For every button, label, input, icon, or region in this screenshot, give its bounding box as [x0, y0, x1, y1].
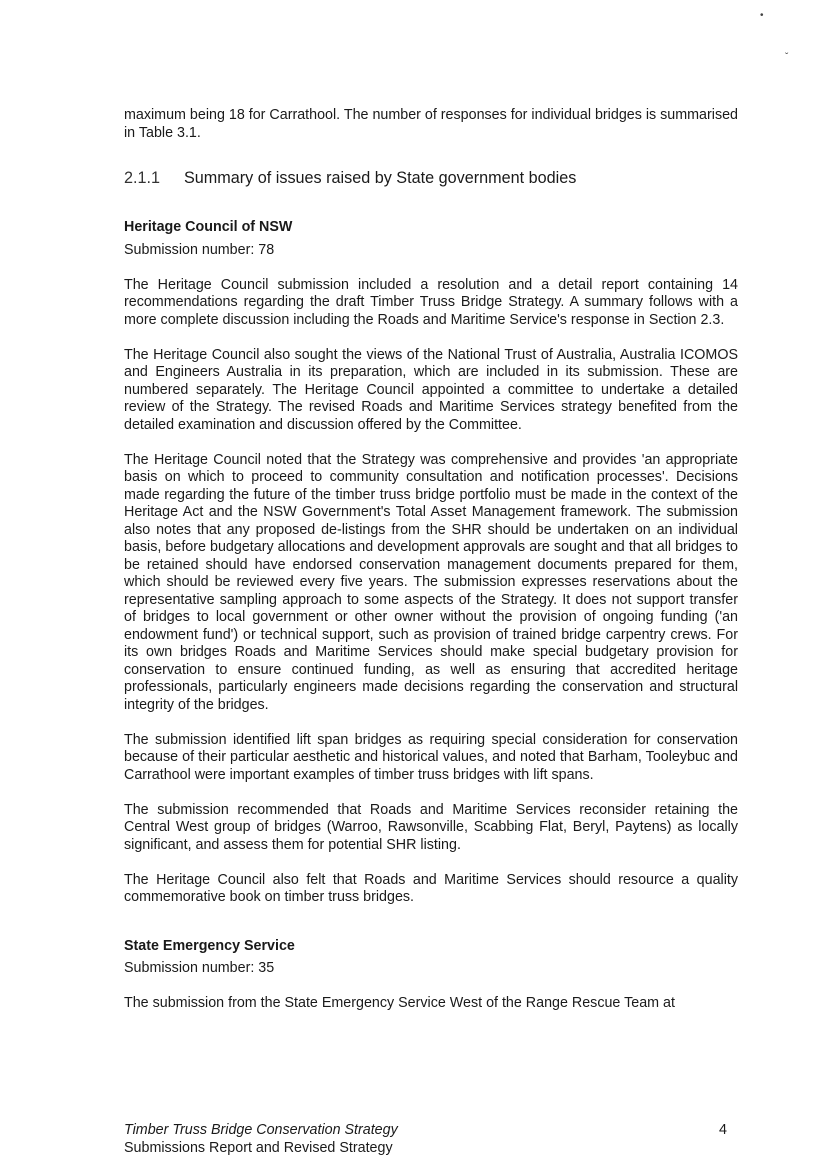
heritage-paragraph-3: The Heritage Council noted that the Strategy was comprehensive and provides 'an appropriate basis on which to proceed to community consultation and notification processes'. Decisions made regarding the future of the timber truss bridge portfolio must be made in the context of the Heritage Act and the NSW Government's Total Asset Management framework. The submission also notes that any proposed de-listings from the SHR should be undertaken on an individual basis, before budgetary allocations and development approvals are sought and that all bridges to be retained should have endorsed conservation management documents prepared for them, which should be reviewed every five years. The submission expresses reservations about the representative sampling approach to some aspects of the Strategy. It does not support transfer of bridges to local government or other owner without the provision of ongoing funding ('an endowment fund') or technical support, such as provision of trained bridge carpentry crews. For its own bridges Roads and Maritime Services should make special budgetary provision for conservation to ensure continued funding, as well as ensuring that accredited heritage professionals, particularly engineers made decisions regarding the conservation and structural integrity of the bridges.: [124, 451, 738, 713]
heritage-paragraph-2: The Heritage Council also sought the views of the National Trust of Australia, Australia ICOMOS and Engineers Australia in its preparation, which are included in its submission. These are numbered separately. The Heritage Council appointed a committee to undertake a detailed review of the Strategy. The revised Roads and Maritime Services strategy benefited from the detailed examination and discussion offered by the Committee.: [124, 346, 738, 433]
intro-paragraph: maximum being 18 for Carrathool. The number of responses for individual bridges is summarised in Table 3.1.: [124, 107, 738, 141]
footer-document-title: Timber Truss Bridge Conservation Strategy: [124, 1122, 398, 1138]
heritage-paragraph-6: The Heritage Council also felt that Roads and Maritime Services should resource a quality commemorative book on timber truss bridges.: [124, 871, 738, 905]
section-title: Summary of issues raised by State government bodies: [184, 169, 577, 187]
page-footer: [124, 1121, 727, 1157]
section-heading: [124, 168, 738, 188]
footer-document-subtitle: Submissions Report and Revised Strategy: [124, 1140, 393, 1156]
page-number: 4: [719, 1122, 727, 1138]
ses-submission-number: Submission number: 35: [124, 960, 275, 976]
ses-heading: State Emergency Service: [124, 937, 295, 954]
heritage-council-heading: Heritage Council of NSW: [124, 219, 293, 235]
ses-paragraph: The submission from the State Emergency Service West of the Range Rescue Team at: [124, 995, 675, 1011]
heritage-paragraph-5: The submission recommended that Roads and Maritime Services reconsider retaining the Central West group of bridges (Warroo, Rawsonville, Scabbing Flat, Beryl, Paytens) as locally significant, and assess them for potential SHR listing.: [124, 801, 738, 853]
heritage-paragraph-4: The submission identified lift span bridges as requiring special consideration for conservation because of their particular aesthetic and historical values, and noted that Barham, Tooleybuc and Carrathool were important examples of timber truss bridges with lift spans.: [124, 731, 738, 783]
heritage-submission-number: Submission number: 78: [124, 241, 275, 258]
page-body: [124, 107, 738, 1013]
section-number: 2.1.1: [124, 169, 161, 187]
scan-mark: ˇ: [785, 52, 789, 63]
scan-mark: •: [760, 10, 764, 21]
heritage-paragraph-1: The Heritage Council submission included a resolution and a detail report containing 14 recommendations regarding the draft Timber Truss Bridge Strategy. A summary follows with a more complete discussion including the Roads and Maritime Service's response in Section 2.3.: [124, 276, 738, 328]
